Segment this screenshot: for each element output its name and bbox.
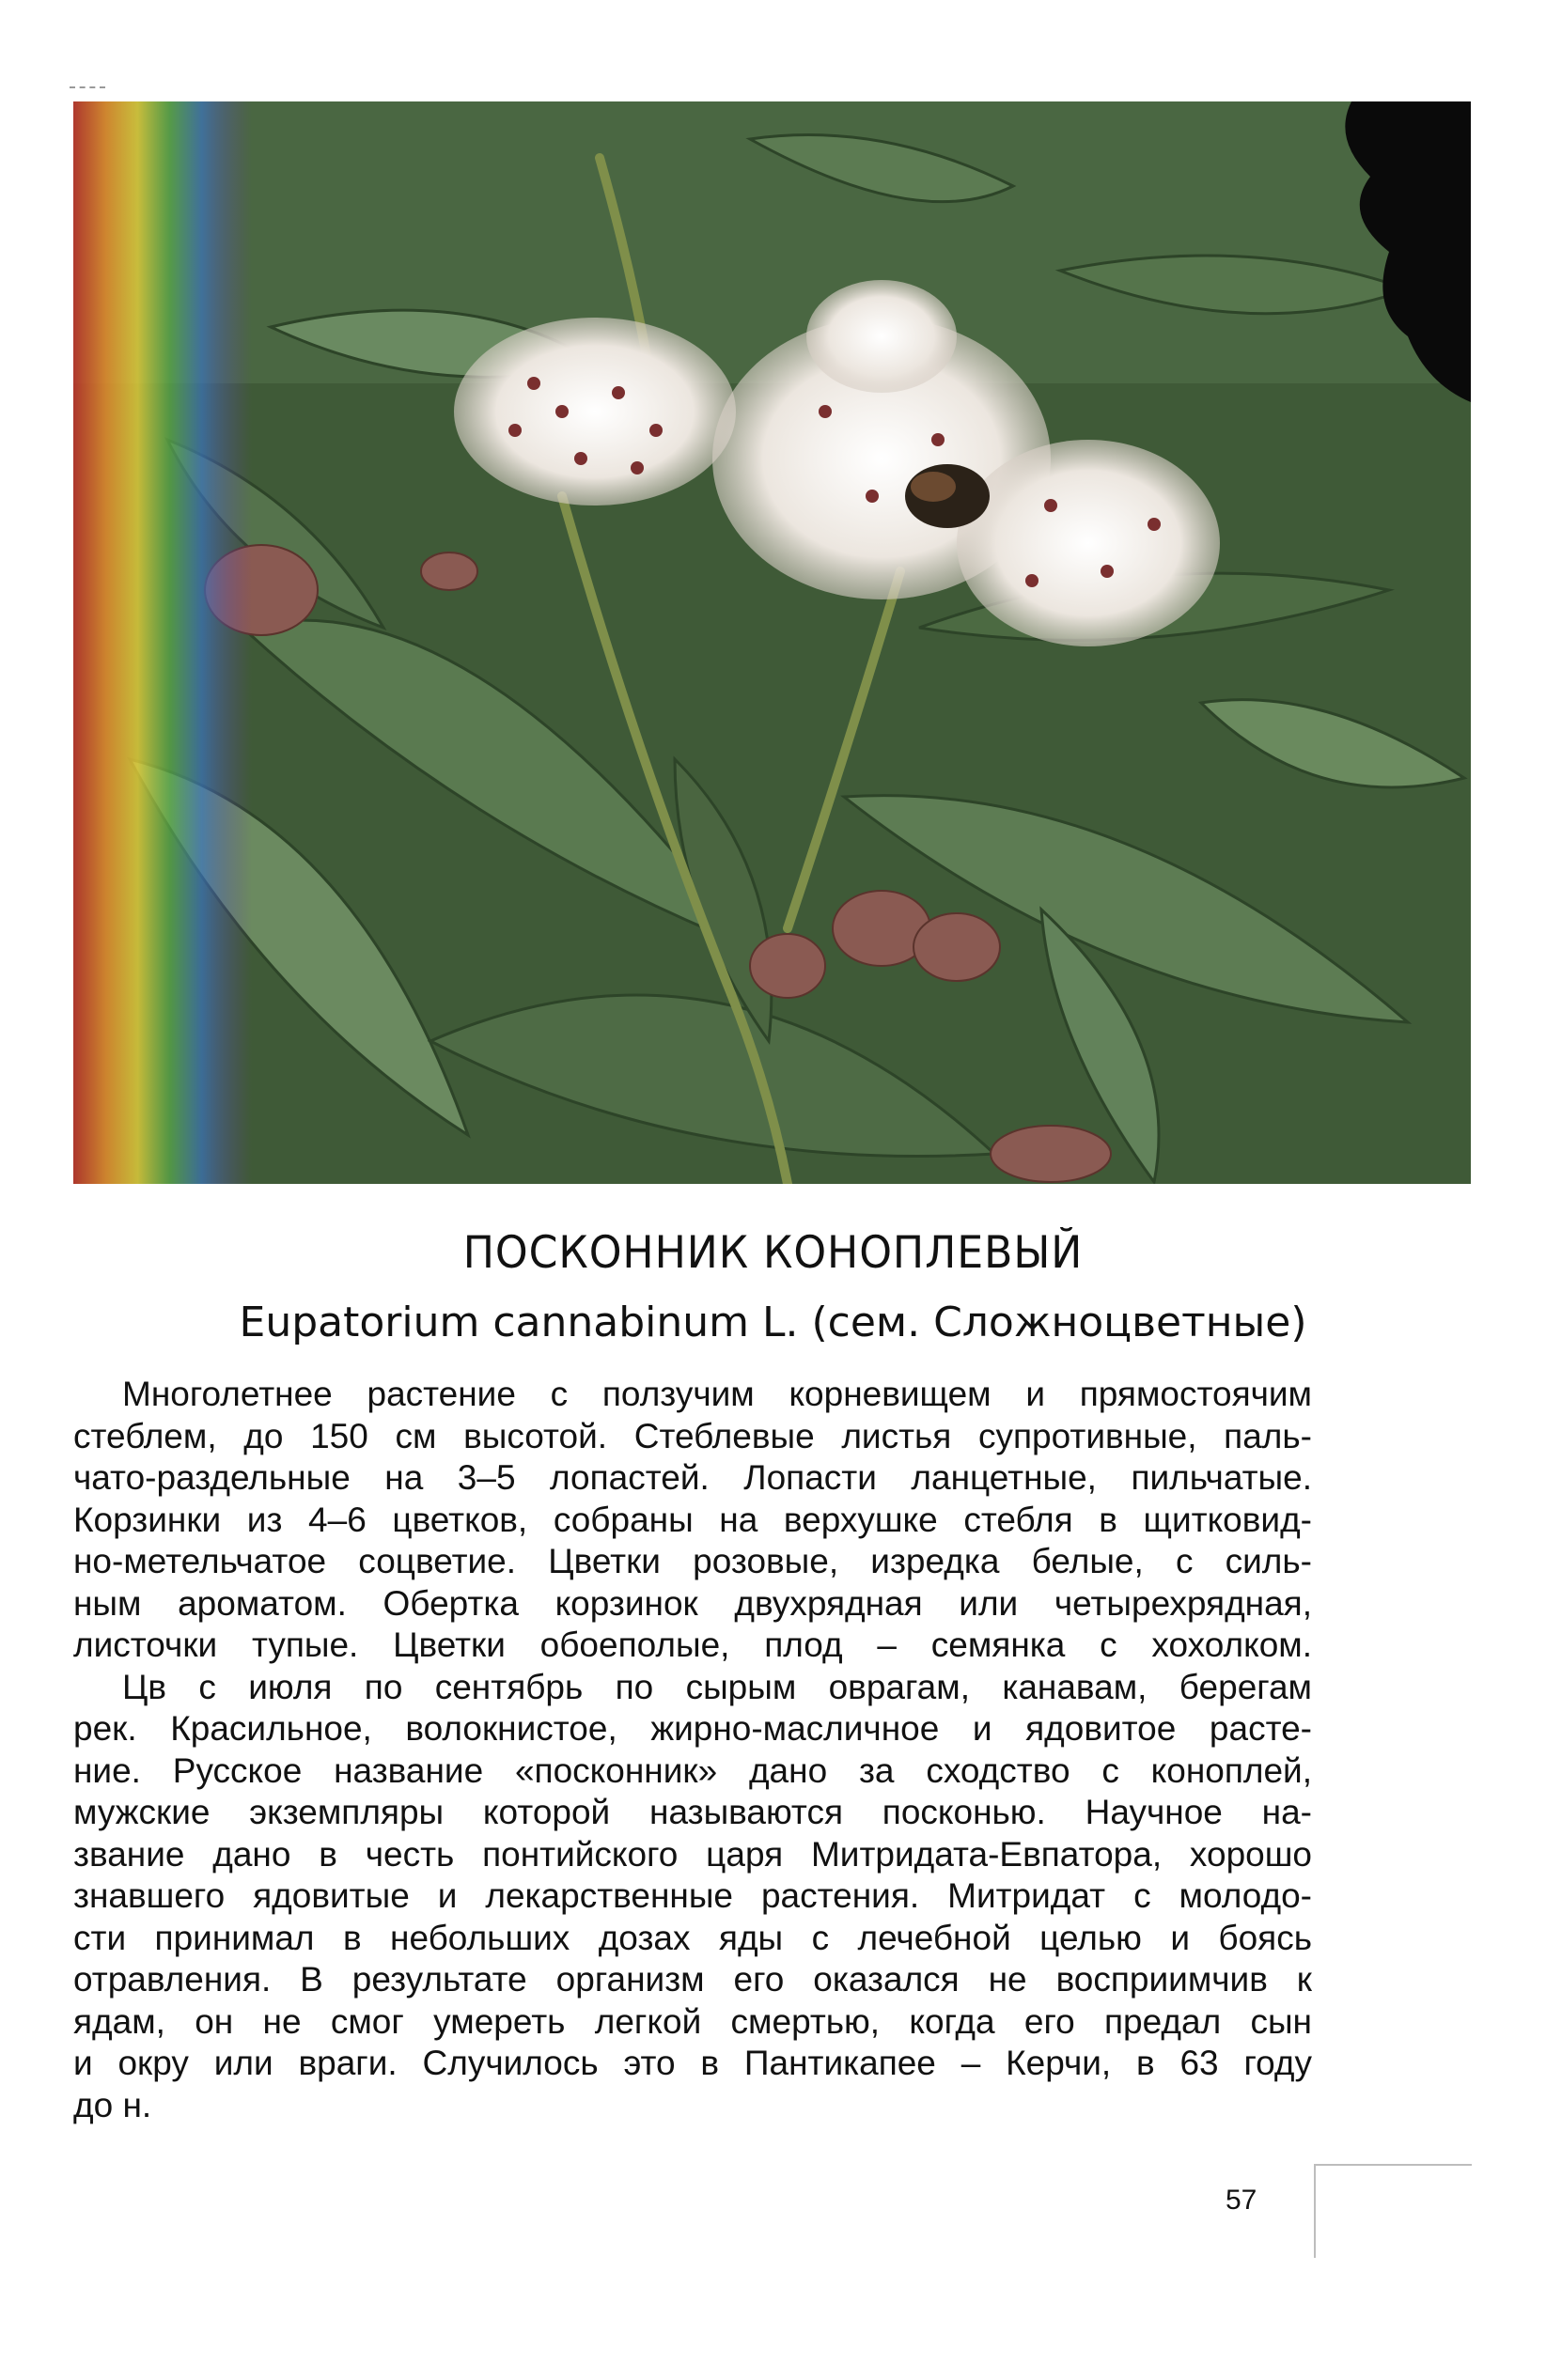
plant-photo <box>73 101 1471 1184</box>
text-line: ядам, он не смог умереть легкой смертью, когда его предал сын <box>73 2001 1312 2041</box>
text-line: листочки тупые. Цветки обоеполые, плод – семянка с хохолком. <box>73 1626 1312 1664</box>
corner-rule-vertical <box>1314 2164 1316 2258</box>
scan-artifact-mark <box>70 86 105 90</box>
text-line: отравления. В результате организм его оказался не восприимчив к <box>73 1960 1312 1999</box>
plant-photo-illustration <box>73 101 1471 1184</box>
description-text <box>73 1374 1312 2126</box>
text-line: до н. <box>73 2085 152 2124</box>
text-line: чато-раздельные на 3–5 лопастей. Лопасти ланцетные, пильчатые. <box>73 1458 1312 1497</box>
text-line: знавшего ядовитые и лекарственные растения. Митридат с молодо- <box>73 1876 1312 1915</box>
text-line: стеблем, до 150 см высотой. Стеблевые листья супротивные, паль- <box>73 1416 1312 1455</box>
text-line: Корзинки из 4–6 цветков, собраны на верхушке стебля в щитковид- <box>73 1500 1312 1539</box>
page-number: 57 <box>1226 2185 1257 2216</box>
bee-figure <box>905 464 990 528</box>
text-line: Цв с июля по сентябрь по сырым оврагам, канавам, берегам <box>122 1667 1312 1706</box>
text-line: но-метельчатое соцветие. Цветки розовые, изредка белые, с силь- <box>73 1542 1312 1580</box>
text-line: мужские экземпляры которой называются посконью. Научное на- <box>73 1793 1312 1831</box>
corner-rule-horizontal <box>1314 2164 1472 2166</box>
text-line: Многолетнее растение с ползучим корневищем и прямостоячим <box>122 1375 1312 1413</box>
text-line: сти принимал в небольших дозах яды с лечебной целью и боясь <box>73 1918 1312 1957</box>
latin-name-subtitle: Eupatorium cannabinum L. (сем. Сложноцветные) <box>239 1299 1307 1346</box>
text-line: ным ароматом. Обертка корзинок двухрядная или четырехрядная, <box>73 1583 1312 1623</box>
text-line: и окру или враги. Случилось это в Пантикапее – Керчи, в 63 году <box>73 2044 1312 2082</box>
text-line: рек. Красильное, волокнистое, жирно-масличное и ядовитое расте- <box>73 1709 1312 1748</box>
text-line: звание дано в честь понтийского царя Митридата-Евпатора, хорошо <box>73 1834 1312 1874</box>
page-title: ПОСКОННИК КОНОПЛЕВЫЙ <box>462 1227 1084 1279</box>
text-line: ние. Русское название «посконник» дано за сходство с коноплей, <box>73 1750 1312 1790</box>
